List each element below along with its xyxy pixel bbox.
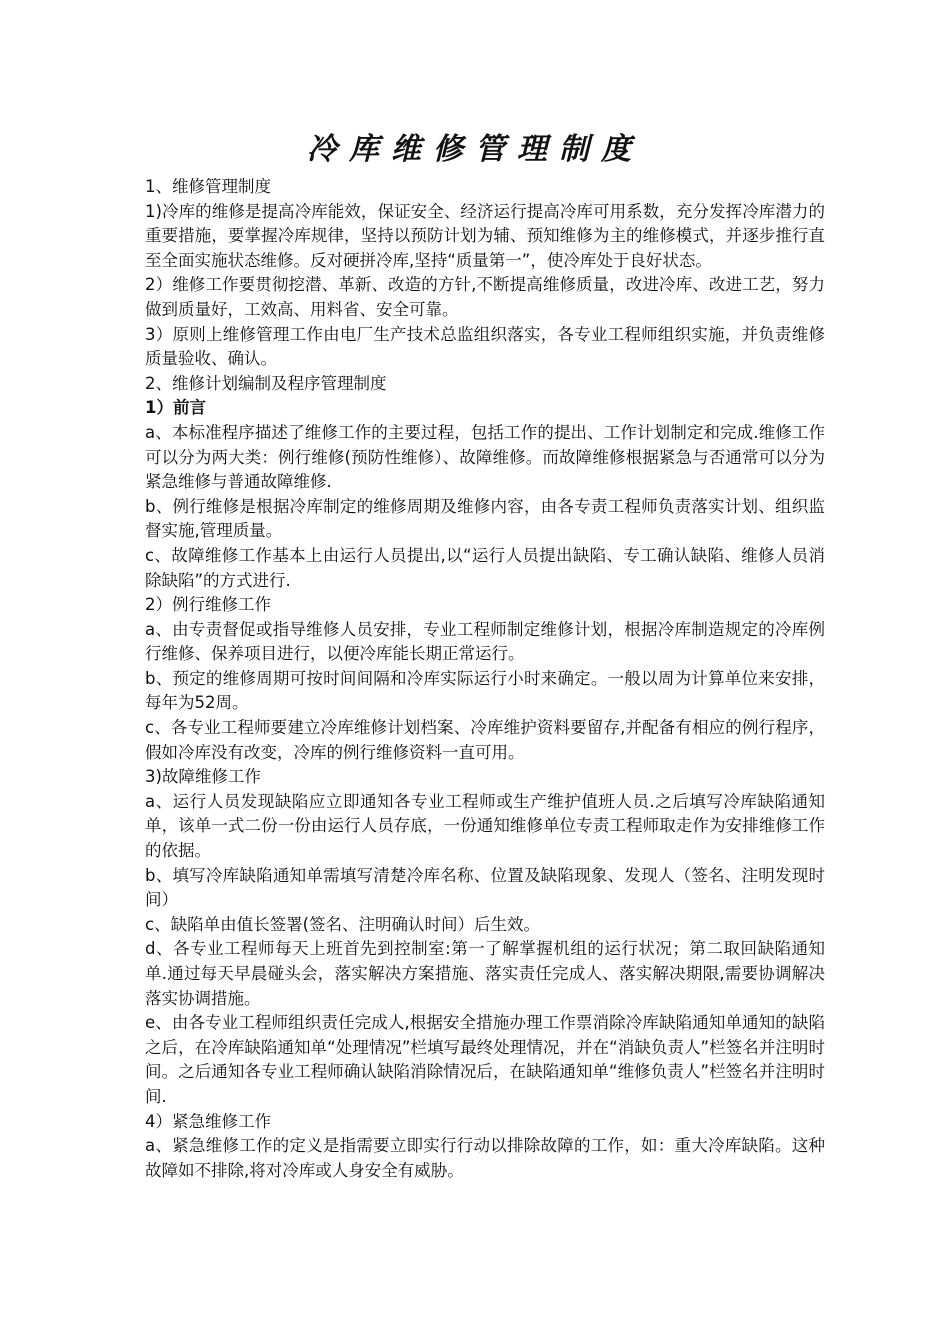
paragraph: d、各专业工程师每天上班首先到控制室:第一了解掌握机组的运行状况；第二取回缺陷通知单.通过每天早晨碰头会，落实解决方案措施、落实责任完成人、落实解决期限,需要协调解决落实协调措施。 xyxy=(145,939,825,1008)
paragraph: b、填写冷库缺陷通知单需填写清楚冷库名称、位置及缺陷现象、发现人（签名、注明发现时间） xyxy=(145,865,825,910)
paragraph: c、缺陷单由值长签署(签名、注明确认时间）后生效。 xyxy=(145,914,541,934)
paragraph: b、预定的维修周期可按时间间隔和冷库实际运行小时来确定。一般以周为计算单位来安排，每年为52周。 xyxy=(145,668,825,713)
paragraph: a、本标准程序描述了维修工作的主要过程，包括工作的提出、工作计划制定和完成.维修工作可以分为两大类：例行维修(预防性维修）、故障维修。而故障维修根据紧急与否通常可以分为紧急维修与普通故障维修. xyxy=(145,422,825,492)
paragraph: 1、维修管理制度 xyxy=(145,177,271,196)
paragraph: a、紧急维修工作的定义是指需要立即实行行动以排除故障的工作，如：重大冷库缺陷。这种故障如不排除,将对冷库或人身安全有威胁。 xyxy=(145,1136,825,1180)
paragraph: 3)故障维修工作 xyxy=(145,767,261,787)
document-body xyxy=(145,175,825,1183)
section-heading: 1）前言 xyxy=(145,398,206,418)
paragraph: 4）紧急维修工作 xyxy=(145,1111,271,1131)
paragraph: 3）原则上维修管理工作由电厂生产技术总监组织落实，各专业工程师组织实施，并负责维修质量验收、确认。 xyxy=(145,324,825,369)
paragraph: c、各专业工程师要建立冷库维修计划档案、冷库维护资料要留存,并配备有相应的例行程序，假如冷库没有改变，冷库的例行维修资料一直可用。 xyxy=(145,718,825,762)
paragraph: 1)冷库的维修是提高冷库能效，保证安全、经济运行提高冷库可用系数，充分发挥冷库潜力的重要措施，要掌握冷库规律，坚持以预防计划为辅、预知维修为主的维修模式，并逐步推行直至全面实施状态维修。反对硬拼冷库,坚持“质量第一”，使冷库处于良好状态。 xyxy=(145,201,825,270)
paragraph: 2、维修计划编制及程序管理制度 xyxy=(145,373,387,393)
paragraph: a、运行人员发现缺陷应立即通知各专业工程师或生产维护值班人员.之后填写冷库缺陷通知单，该单一式二份一份由运行人员存底，一份通知维修单位专责工程师取走作为安排维修工作的依据。 xyxy=(145,791,825,861)
paragraph: 2）例行维修工作 xyxy=(145,595,271,615)
paragraph: c、故障维修工作基本上由运行人员提出,以“运行人员提出缺陷、专工确认缺陷、维修人员消除缺陷”的方式进行. xyxy=(145,545,825,590)
paragraph: b、例行维修是根据冷库制定的维修周期及维修内容，由各专责工程师负责落实计划、组织监督实施,管理质量。 xyxy=(145,496,825,541)
paragraph: e、由各专业工程师组织责任完成人,根据安全措施办理工作票消除冷库缺陷通知单通知的缺陷之后，在冷库缺陷通知单“处理情况”栏填写最终处理情况，并在“消缺负责人”栏签名并注明时间。之后通知各专业工程师确认缺陷消除情况后，在缺陷通知单“维修负责人”栏签名并注明时间. xyxy=(145,1013,825,1106)
paragraph: a、由专责督促或指导维修人员安排，专业工程师制定维修计划，根据冷库制造规定的冷库例行维修、保养项目进行，以便冷库能长期正常运行。 xyxy=(145,619,825,664)
paragraph: 2）维修工作要贯彻挖潜、革新、改造的方针,不断提高维修质量，改进冷库、改进工艺，努力做到质量好，工效高、用料省、安全可靠。 xyxy=(145,275,825,319)
document-title: 冷库维修管理制度 xyxy=(307,132,643,167)
